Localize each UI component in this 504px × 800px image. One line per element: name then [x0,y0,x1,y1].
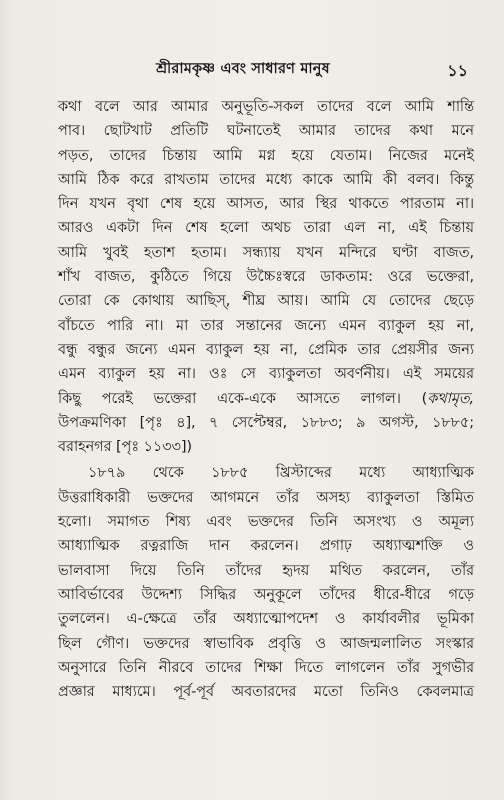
text-line: আবির্ভাবের উদ্দেশ্য সিদ্ধির অনুকূলে তাঁদের ধীরে-ধীরে গড়ে [58,585,474,603]
text-line: হলো। সমাগত শিষ্য এবং ভক্তদের তিনি অসংখ্য ও অমূল্য [58,513,474,531]
text-line: এমন ব্যাকুল হয় না। ওঃ সে ব্যাকুলতা অবর্ণনীয়। এই সময়ের [58,365,474,383]
text-line: দিন যখন বৃথা শেষ হয়ে আসত, আর স্থির থাকতে পারতাম না। [58,195,474,213]
text-line: উপক্রমণিকা [পৃঃ ৪], ৭ সেপ্টেম্বর, ১৮৮৩; ৯ অগস্ট, ১৮৮৫; [58,413,474,431]
text-line: বরাহনগর [পৃঃ ১১৩৩]) [58,438,192,456]
text-line: অনুসারে তিনি নীরবে তাদের শিক্ষা দিতে লাগলেন তাঁর সুগভীর [58,658,474,676]
text-line: পড়ত, তাদের চিন্তায় আমি মগ্ন হয়ে যেতাম। নিজের মনেই [58,146,474,164]
text-line: কথা বলে আর আমার অনুভূতি-সকল তাদের বলে আমি শান্তি [58,98,474,115]
text-line: তুললেন। এ-ক্ষেত্রে তাঁর অধ্যাত্মোপদেশ ও কার্যাবলীর ভূমিকা [58,610,474,628]
text-line: ভালবাসা দিয়ে তিনি তাঁদের হৃদয় মথিত করলেন, তাঁর [58,561,474,579]
text-line: প্রজ্ঞার মাধ্যমে। পূর্ব-পূর্ব অবতারদের মতো তিনিও কেবলমাত্র [58,683,474,701]
text-line: তোরা কে কোথায় আছিস্‌, শীঘ্র আয়। আমি যে তোদের ছেড়ে [58,292,474,310]
page-number: ১১ [447,61,468,80]
text-line [58,387,474,411]
text-line: শাঁখ বাজত, কুঠিতে গিয়ে উচ্চৈঃস্বরে ডাকতাম: ওরে ভক্তেরা, [58,268,474,286]
body-text [58,95,474,704]
citation-title: কথামৃত, [427,389,474,407]
text-segment: কিছু পরেই ভক্তেরা একে-একে আসতে লাগল। ( [58,389,428,407]
text-line: আরও একটা দিন শেষ হলো অথচ তারা এল না, এই চিন্তায় [58,219,474,237]
paragraph-quote [58,95,474,459]
text-line: উত্তরাধিকারী ভক্তদের আগমনে তাঁর অসহ্য ব্যাকুলতা স্তিমিত [58,488,474,506]
text-line: ছিল গৌণ। ভক্তদের স্বাভাবিক প্রবৃত্তি ও আজন্মলালিত সংস্কার [58,634,474,652]
text-line: পাব। ছোটখাট প্রতিটি ঘটনাতেই আমার তাদের কথা মনে [58,122,474,140]
paragraph-narrative [58,461,474,704]
running-title: শ্রীরামকৃষ্ণ এবং সাধারণ মানুষ [156,61,330,77]
text-line: বাঁচতে পারি না। মা তার সন্তানের জন্যে এমন ব্যাকুল হয় না, [58,316,474,334]
text-line: আধ্যাত্মিক রত্নরাজি দান করলেন। প্রগাঢ় অধ্যাত্মশক্তি ও [58,537,474,555]
text-line: বন্ধু বন্ধুর জন্যে এমন ব্যাকুল হয় না, প্রেমিক তার প্রেয়সীর জন্য [58,340,474,358]
text-line: ১৮৭৯ থেকে ১৮৮৫ খ্রিস্টাব্দের মধ্যে আধ্যাত্মিক [88,464,474,482]
text-line: আমি ঠিক করে রাখতাম তাদের মধ্যে কাকে আমি কী বলব। কিন্তু [58,170,474,188]
text-line: আমি খুবই হতাশ হতাম। সন্ধ্যায় যখন মন্দিরে ঘণ্টা বাজত, [58,243,474,261]
running-header [58,58,468,84]
